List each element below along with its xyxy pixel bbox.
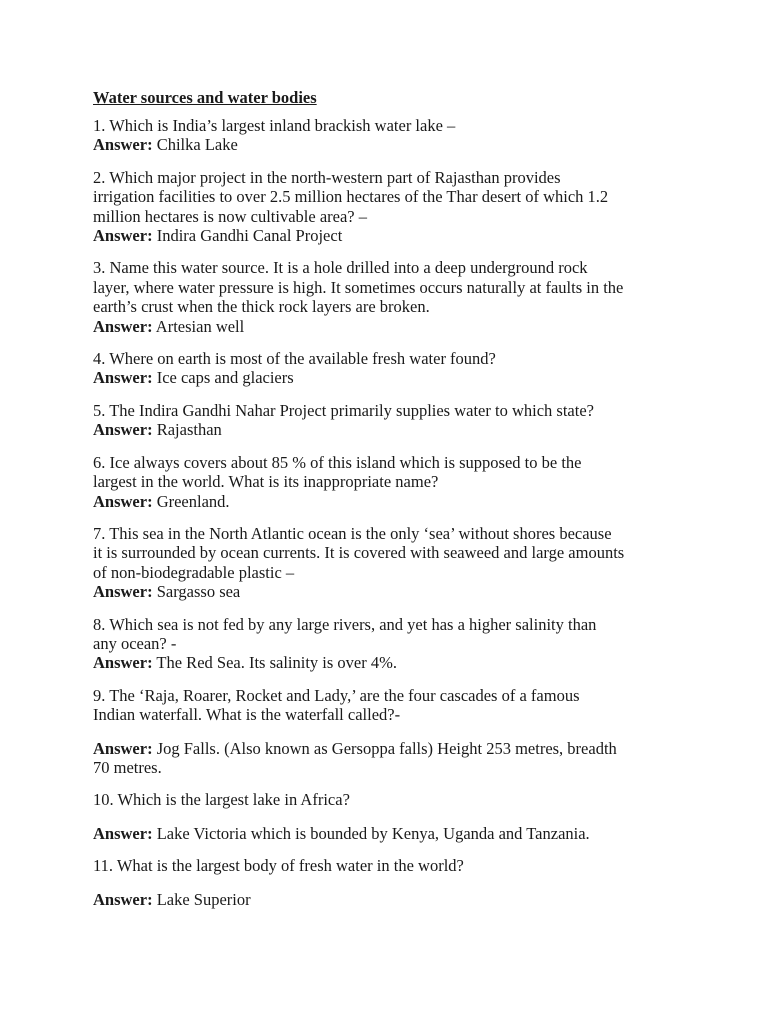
answer-line (93, 582, 693, 601)
answer-line (93, 135, 693, 154)
qa-item-11 (93, 856, 693, 909)
qa-item-8 (93, 615, 693, 673)
answer-label: Answer: (93, 420, 153, 440)
question-text: 5. The Indira Gandhi Nahar Project primarily supplies water to which state? (93, 400, 594, 420)
answer-line (93, 653, 693, 672)
question-text: 4. Where on earth is most of the available fresh water found? (93, 349, 496, 369)
question-text: 3. Name this water source. It is a hole drilled into a deep underground rock layer, where water pressure is high. It sometimes occurs naturally at faults in the earth’s crust when the thick rock layers are broken. (93, 258, 624, 317)
answer-text: Artesian well (155, 316, 245, 336)
qa-item-3 (93, 258, 693, 336)
question-text: 9. The ‘Raja, Roarer, Rocket and Lady,’ are the four cascades of a famous Indian waterfall. What is the waterfall called?- (93, 685, 580, 725)
answer-label: Answer: (93, 226, 153, 246)
answer-text: Greenland. (156, 491, 230, 511)
question-text: 10. Which is the largest lake in Africa? (93, 790, 350, 810)
answer-label: Answer: (93, 135, 153, 155)
answer-text: Chilka Lake (156, 135, 238, 155)
answer-line (93, 317, 693, 336)
answer-label: Answer: (93, 491, 153, 511)
document-title: Water sources and water bodies (93, 88, 317, 107)
answer-label: Answer: (93, 889, 153, 909)
answer-line (93, 890, 693, 909)
answer-text: Jog Falls. (Also known as Gersoppa falls) Height 253 metres, breadth 70 metres. (93, 738, 617, 777)
answer-text: The Red Sea. Its salinity is over 4%. (156, 653, 397, 673)
qa-item-1 (93, 116, 693, 155)
qa-item-6 (93, 453, 693, 511)
question-text: 8. Which sea is not fed by any large rivers, and yet has a higher salinity than any ocean? - (93, 614, 597, 653)
answer-text: Sargasso sea (156, 582, 241, 602)
question-text: 1. Which is India’s largest inland brackish water lake – (93, 116, 456, 135)
qa-item-5 (93, 401, 693, 440)
answer-line (93, 492, 693, 511)
answer-line (93, 739, 693, 778)
qa-item-4 (93, 349, 693, 388)
answer-line (93, 368, 693, 387)
answer-line (93, 824, 693, 843)
qa-item-10 (93, 790, 693, 843)
answer-label: Answer: (93, 738, 153, 758)
document-page (93, 88, 693, 922)
qa-item-2 (93, 168, 693, 246)
answer-label: Answer: (93, 653, 153, 673)
question-text: 11. What is the largest body of fresh water in the world? (93, 856, 464, 876)
answer-text: Ice caps and glaciers (156, 368, 294, 388)
qa-item-7 (93, 524, 693, 602)
answer-text: Lake Victoria which is bounded by Kenya, Uganda and Tanzania. (156, 823, 590, 843)
answer-label: Answer: (93, 582, 153, 602)
answer-label: Answer: (93, 368, 153, 388)
answer-text: Indira Gandhi Canal Project (156, 226, 343, 246)
answer-line (93, 420, 693, 439)
question-text: 2. Which major project in the north-western part of Rajasthan provides irrigation facilities to over 2.5 million hectares of the Thar desert of which 1.2 million hectares is now cultivable area? – (93, 167, 609, 226)
answer-label: Answer: (93, 316, 153, 336)
answer-text: Lake Superior (156, 889, 251, 909)
answer-line (93, 226, 693, 245)
answer-text: Rajasthan (156, 420, 222, 440)
answer-label: Answer: (93, 823, 153, 843)
qa-item-9 (93, 686, 693, 778)
question-text: 6. Ice always covers about 85 % of this island which is supposed to be the largest in the world. What is its inappropriate name? (93, 452, 582, 492)
question-text: 7. This sea in the North Atlantic ocean is the only ‘sea’ without shores because it is surrounded by ocean currents. It is covered with seaweed and large amounts of non-biodegradable plastic – (93, 523, 625, 582)
